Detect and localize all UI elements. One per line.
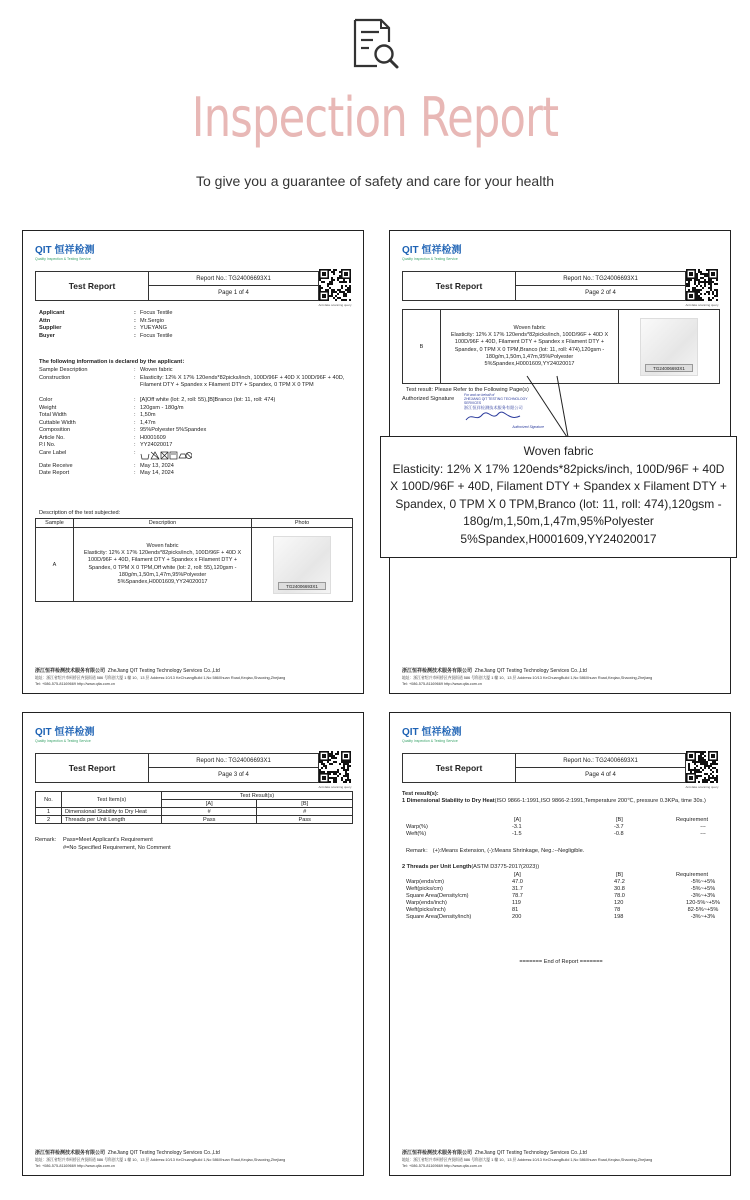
qr-caption: Anti-fake scanning query bbox=[685, 303, 719, 307]
field-label: Care Label bbox=[39, 449, 67, 456]
footer-tel: Tel: +086-575-81169669 http://www.qita.com.cn bbox=[402, 1164, 483, 1168]
footer-company-zh: 浙江恒祥检测技术服务有限公司 bbox=[35, 668, 106, 674]
qit-logo bbox=[402, 723, 461, 743]
qr-caption: Anti-fake scanning query bbox=[318, 303, 352, 307]
stamp-text: For and on behalf of bbox=[464, 393, 495, 397]
photo-label: TG24006693X1 bbox=[278, 582, 326, 590]
report-page-4: QIT 恒祥检测 Quality Inspection & Testing Service Test Report Report No.: TG24006693X1 Page 4 of 4 Anti-fake scanning query Test result(s): 1 Dimensional Stability to Dry Heat(ISO 9866-1:1991,ISO 9866-2:1991,Temperature 200℃, pressure 0.3KPa, time 30s.) [A] [B] Requirement Warp(%) -3.1 -3.7 --- Weft(%) -1.5 -0.8 --- Remark： (+):Means Extension, (-):Means Shrinkage, Neg.:--Negligible. 2 Threads per Unit Length(ASTM D3775-2017(2023)) [A] [B] Requirement Warp(ends/cm) 47.0 47.2 -5%~+5% Weft(picks/cm) 31.7 30.8 -5%~+5% Square Area(Density/cm) 78.7 78.0 -3%~+3% Warp(ends/inch) 119 120 120-5%~+5% Weft(picks/inch) 81 78 82-5%~+5% Square Area(Density/inch) 200 198 -3%~+3% ======= End of Report ======= 浙江恒祥检测技术服务有限公司 ZheJiang QIT Testing Technology Services Co.,Ltd 地址：浙江省绍兴市柯桥区齐贤街道 586 号科创大厦 1 幢 10、13 层 Address:10/13 KeChuangBuild 1,No 586Xhuan Road,Keqiao,Shaoxing,Zhejiang Tel: +086-575-81169669 http://www.qita.com.cn bbox=[389, 712, 731, 1176]
field-label: Date Report bbox=[39, 470, 70, 476]
logo-en: QIT bbox=[402, 727, 419, 738]
party-label: Supplier bbox=[39, 325, 62, 331]
field-label: P.I No. bbox=[39, 442, 56, 448]
logo-tagline: Quality Inspection & Testing Service bbox=[402, 739, 458, 743]
photo-label: TG24006693X1 bbox=[645, 364, 693, 372]
footer-company-en: ZheJiang QIT Testing Technology Services Co.,Ltd bbox=[474, 1150, 587, 1156]
logo-zh: 恒祥检测 bbox=[421, 727, 462, 738]
field-label: Date Receive bbox=[39, 462, 73, 469]
remark-line-1: Pass=Meet Applicant's Requirement bbox=[63, 837, 153, 843]
sample-table bbox=[35, 518, 353, 602]
party-value: Focus Textile bbox=[140, 332, 173, 339]
company-stamp bbox=[464, 393, 544, 433]
callout-text: Woven fabric Elasticity: 12% X 17% 120ends*82picks/inch, 100D/96F + 40D X 100D/96F + 40D, Filament DTY + Spandex x Filament DTY + Spandex, 0 TPM X 0 TPM,Branco (lot: 11, roll: 474),120gsm - 180g/m,1,50m,1,47m,95%Polyester 5%Spandex,H0001609,YY24020017 bbox=[390, 444, 727, 546]
page-footer bbox=[402, 667, 724, 686]
page-number: Page 1 of 4 bbox=[218, 290, 249, 296]
care-label-icons bbox=[140, 451, 352, 464]
logo-tagline: Quality Inspection & Testing Service bbox=[35, 257, 91, 261]
page-title: Inspection Report bbox=[191, 86, 559, 149]
qit-logo bbox=[35, 241, 94, 261]
report-page-3 bbox=[22, 712, 364, 1176]
party-label: Buyer bbox=[39, 332, 55, 339]
sample-table bbox=[402, 309, 720, 384]
field-label: Cuttable Width bbox=[39, 419, 76, 426]
logo-zh: 恒祥检测 bbox=[54, 727, 95, 738]
party-label: Attn bbox=[39, 317, 51, 324]
qit-logo bbox=[402, 241, 461, 261]
results-summary-table bbox=[35, 791, 353, 824]
footer-address: 地址：浙江省绍兴市柯桥区齐贤街道 586 号科创大厦 1 幢 10、13 层 Address:10/13 KeChuangBuild 1,No 586Xhuan Road,Keqiao,Shaoxing,Zhejiang bbox=[402, 675, 653, 680]
page-number: Page 3 of 4 bbox=[218, 772, 249, 778]
logo-en: QIT bbox=[35, 245, 52, 256]
page-footer bbox=[35, 667, 357, 686]
report-magnifier-icon bbox=[349, 16, 401, 72]
footer-tel: Tel: +086-575-81169669 http://www.qita.com.cn bbox=[35, 682, 116, 686]
field-value: May 14, 2024 bbox=[140, 470, 174, 476]
sample-photo-cell bbox=[619, 310, 720, 384]
field-label: Total Width bbox=[39, 412, 67, 418]
page-subtitle: To give you a guarantee of safety and care for your health bbox=[195, 173, 554, 189]
field-value: Woven fabric bbox=[140, 367, 173, 373]
report-title: Test Report bbox=[403, 272, 516, 300]
page-footer bbox=[402, 1149, 724, 1168]
field-value: 95%Polyester 5%Spandex bbox=[140, 427, 207, 433]
party-value: YUEYANG bbox=[140, 325, 167, 331]
logo-en: QIT bbox=[35, 727, 52, 738]
field-label: Article No. bbox=[39, 434, 65, 441]
sample-description: Woven fabric Elasticity: 12% X 17% 120ends*82picks/inch, 100D/96F + 40D X 100D/96F + 40D, Filament DTY + Spandex x Filament DTY + Spandex, 0 TPM X 0 TPM,Branco (lot: 11, roll: 474),120gsm - 180g/m,1,50m,1,47m,95%Polyester 5%Spandex,H0001609,YY24020017 bbox=[441, 310, 619, 384]
report-number: Report No.: TG24006693X1 bbox=[149, 272, 318, 286]
qr-code-icon bbox=[319, 269, 351, 301]
declared-heading: The following information is declared by the applicant： bbox=[39, 359, 188, 365]
footer-company-en: ZheJiang QIT Testing Technology Services Co.,Ltd bbox=[474, 668, 587, 674]
col-sample: Sample bbox=[36, 519, 74, 528]
logo-tagline: Quality Inspection & Testing Service bbox=[402, 257, 458, 261]
col-b: [B] bbox=[616, 872, 623, 878]
section-1-title: 1 Dimensional Stability to Dry Heat(ISO 9866-1:1991,ISO 9866-2:1991,Temperature 200℃, pressure 0.3KPa, time 30s.) bbox=[402, 798, 706, 804]
logo-tagline: Quality Inspection & Testing Service bbox=[35, 739, 91, 743]
field-label: Color bbox=[39, 397, 53, 403]
col-requirement: Requirement bbox=[676, 872, 709, 878]
report-header-box bbox=[402, 753, 686, 783]
remark-line-2: #=No Specified Requirement, No Comment bbox=[63, 845, 171, 851]
report-header-box bbox=[402, 271, 686, 301]
qr-code-icon bbox=[319, 751, 351, 783]
report-number: Report No.: TG24006693X1 bbox=[516, 754, 685, 768]
col-b: [B] bbox=[616, 817, 623, 823]
footer-address: 地址：浙江省绍兴市柯桥区齐贤街道 586 号科创大厦 1 幢 10、13 层 Address:10/13 KeChuangBuild 1,No 586Xhuan Road,Keqiao,Shaoxing,Zhejiang bbox=[35, 1157, 286, 1162]
table-row: 2 Threads per Unit Length Pass Pass bbox=[36, 816, 353, 824]
report-title: Test Report bbox=[36, 754, 149, 782]
col-requirement: Requirement bbox=[676, 817, 709, 823]
field-value: H0001609 bbox=[140, 434, 166, 441]
report-number: Report No.: TG24006693X1 bbox=[516, 272, 685, 286]
party-value: Focus Textile bbox=[140, 310, 173, 316]
page-number: Page 4 of 4 bbox=[585, 772, 616, 778]
fabric-photo bbox=[273, 536, 331, 594]
footer-tel: Tel: +086-575-81169669 http://www.qita.com.cn bbox=[35, 1164, 116, 1168]
stamp-company: ZHEJIANG QIT TESTING TECHNOLOGY SERVICES bbox=[464, 397, 528, 406]
qit-logo bbox=[35, 723, 94, 743]
col-description: Description bbox=[74, 519, 252, 528]
col-test-results: Test Result(s) bbox=[162, 792, 353, 800]
field-value: YY24020017 bbox=[140, 442, 173, 448]
qr-code-icon bbox=[686, 751, 718, 783]
party-label: Applicant bbox=[39, 310, 65, 316]
results-heading: Test result(s): bbox=[402, 791, 439, 797]
col-a: [A] bbox=[514, 817, 521, 823]
col-b: [B] bbox=[257, 800, 353, 808]
field-value: Elasticity: 12% X 17% 120ends*82picks/inch, 100D/96F + 40D X 100D/96F + 40D, Filament DTY + Spandex x Filament DTY + Spandex, 0 TPM X 0 TPM bbox=[140, 374, 345, 388]
report-title: Test Report bbox=[403, 754, 516, 782]
footer-company-en: ZheJiang QIT Testing Technology Services Co.,Ltd bbox=[107, 1150, 220, 1156]
report-header-box bbox=[35, 271, 319, 301]
col-no: No. bbox=[36, 792, 62, 808]
remark-label: Remark: bbox=[35, 837, 57, 843]
party-value: Mr.Sergio bbox=[140, 317, 164, 324]
logo-zh: 恒祥检测 bbox=[421, 245, 462, 256]
report-title: Test Report bbox=[36, 272, 149, 300]
field-value: 1,50m bbox=[140, 412, 156, 418]
field-label: Construction bbox=[39, 374, 71, 381]
field-label: Weight bbox=[39, 404, 57, 411]
subject-heading: Description of the test subjected: bbox=[39, 510, 121, 516]
sample-description: Woven fabric Elasticity: 12% X 17% 120ends*82picks/inch, 100D/96F + 40D X 100D/96F + 40D, Filament DTY + Spandex x Filament DTY + Spandex, 0 TPM X 0 TPM,Off white (lot: 2, roll: 55),120gsm - 180g/m,1,50m,1,47m,95%Polyester 5%Spandex,H0001609,YY24020017 bbox=[74, 528, 252, 602]
col-photo: Photo bbox=[252, 519, 353, 528]
footer-company-en: ZheJiang QIT Testing Technology Services Co.,Ltd bbox=[107, 668, 220, 674]
footer-tel: Tel: +086-575-81169669 http://www.qita.com.cn bbox=[402, 682, 483, 686]
qr-caption: Anti-fake scanning query bbox=[318, 785, 352, 789]
sample-id: B bbox=[403, 310, 441, 384]
col-test-items: Test Item(s) bbox=[62, 792, 162, 808]
stamp-foot: Authorized Signature bbox=[512, 425, 544, 430]
page-footer bbox=[35, 1149, 357, 1168]
logo-en: QIT bbox=[402, 245, 419, 256]
table-row: 1 Dimensional Stability to Dry Heat # # bbox=[36, 808, 353, 816]
parties-list: Applicant : Focus Textile Attn : Mr.Sergio Supplier : YUEYANG Buyer : Focus Textile bbox=[39, 310, 359, 340]
page-number: Page 2 of 4 bbox=[585, 290, 616, 296]
section-1-remark: Remark： (+):Means Extension, (-):Means Shrinkage, Neg.:--Negligible. bbox=[406, 848, 585, 854]
logo-zh: 恒祥检测 bbox=[54, 245, 95, 256]
field-value: May 13, 2024 bbox=[140, 462, 174, 469]
sample-photo-cell bbox=[252, 528, 353, 602]
footer-company-zh: 浙江恒祥检测技术服务有限公司 bbox=[402, 668, 473, 674]
qr-caption: Anti-fake scanning query bbox=[685, 785, 719, 789]
report-header-box bbox=[35, 753, 319, 783]
footer-company-zh: 浙江恒祥检测技术服务有限公司 bbox=[35, 1150, 106, 1156]
field-label: Composition bbox=[39, 427, 71, 433]
col-a: [A] bbox=[162, 800, 257, 808]
field-value: 1,47m bbox=[140, 419, 156, 426]
footer-address: 地址：浙江省绍兴市柯桥区齐贤街道 586 号科创大厦 1 幢 10、13 层 Address:10/13 KeChuangBuild 1,No 586Xhuan Road,Keqiao,Shaoxing,Zhejiang bbox=[402, 1157, 653, 1162]
col-a: [A] bbox=[514, 872, 521, 878]
field-value: [A]Off white (lot: 2, roll: 55),[B]Branco (lot: 11, roll: 474) bbox=[140, 397, 276, 403]
fabric-photo bbox=[640, 318, 698, 376]
report-page-1: QIT 恒祥检测 Quality Inspection & Testing Service Test Report Report No.: TG24006693X1 Page 1 of 4 Anti-fake scanning query Applicant : Focus Textile Attn : Mr.Sergio Supplier : YUEYANG Buyer : Focus Textile The following information is declared by the applicant： Sample Description : Woven fabric Construction : Elasticity: 12% X 17% 120ends*82picks/inch, 100D/96F + 40D X 100D/96F + 40D, Filament DTY + Spandex x Filament DTY + Spandex, 0 TPM X 0 TPM Color : [A]Off white (lot: 2, roll: 55),[B]Branco (lot: 11, roll: 474) Weight : 120gsm - 180g/m Total Width : 1,50m Cuttable Width : 1,47m Composition : 95%Polyester 5%Spandex Article No. : H0001609 P.I No. : YY24020017 Care Label : Date Receive : May 13, 2024 Date Report : May 14, 2024 Description of the test subjected: Sample Description Photo A Woven fabric Elasticity: 12% X 17% 120ends*82picks/inch, 100D/96F + 40D X 100D/96F + 40D, Filament DTY + Spandex x Filament DTY + Spandex, 0 TPM X 0 TPM,Off white (lot: 2, roll: 55),120gsm - 180g/m,1,50m,1,47m,95%Polyester 5%Spandex,H0001609,YY24020017 TG24006693X1 浙江恒祥检测技术服务有限公司 ZheJiang QIT Testing Technology Services Co.,Ltd 地址：浙江省绍兴市柯桥区齐贤街道 586 号科创大厦 1 幢 10、13 层 Address:10/13 KeChuangBuild 1,No 586Xhuan Road,Keqiao,Shaoxing,Zhejiang Tel: +086-575-81169669 http://www.qita.com.cn bbox=[22, 230, 364, 694]
field-label: Sample Description bbox=[39, 367, 88, 373]
field-value: 120gsm - 180g/m bbox=[140, 404, 184, 411]
signature-icon bbox=[464, 410, 524, 424]
zoom-callout bbox=[380, 436, 737, 558]
qr-code-icon bbox=[686, 269, 718, 301]
footer-address: 地址：浙江省绍兴市柯桥区齐贤街道 586 号科创大厦 1 幢 10、13 层 Address:10/13 KeChuangBuild 1,No 586Xhuan Road,Keqiao,Shaoxing,Zhejiang bbox=[35, 675, 286, 680]
test-result-note: Test result: Please Refer to the Following Page(s) bbox=[406, 387, 529, 393]
end-of-report: ======= End of Report ======= bbox=[519, 959, 603, 965]
section-2-title: 2 Threads per Unit Length(ASTM D3775-2017(2023)) bbox=[402, 864, 540, 870]
report-number: Report No.: TG24006693X1 bbox=[149, 754, 318, 768]
authorized-signature-label: Authorized Signature bbox=[402, 396, 455, 402]
stamp-zh: 浙江恒祥检测技术服务有限公司 bbox=[464, 404, 523, 410]
sample-id: A bbox=[36, 528, 74, 602]
footer-company-zh: 浙江恒祥检测技术服务有限公司 bbox=[402, 1150, 473, 1156]
